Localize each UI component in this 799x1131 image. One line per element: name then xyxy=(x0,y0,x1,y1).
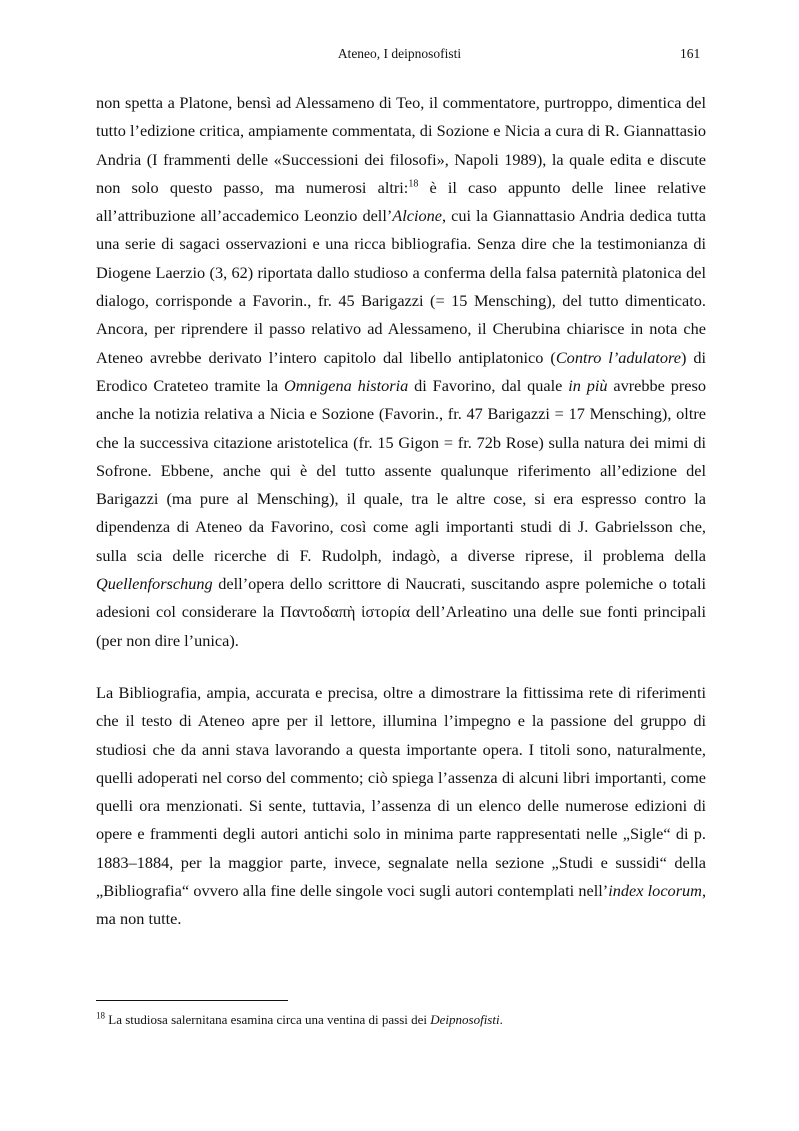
text-segment: ma non tutte. xyxy=(96,909,182,929)
text-segment: che la successiva citazione aristotelica (fr. 15 Gigon = fr. 72b Rose) sulla natura dei mimi di xyxy=(96,432,706,452)
text-segment: è il caso appunto delle linee relative xyxy=(418,177,707,197)
text-line xyxy=(96,89,706,117)
paragraph-1 xyxy=(96,89,706,655)
text-line xyxy=(96,117,706,145)
text-segment: sulla scia delle ricerche di F. Rudolph, indagò, a diverse riprese, il problema della xyxy=(96,545,706,565)
text-segment: studiosi che da anni stava lavorando a questa importante opera. I titoli sono, naturalmente, xyxy=(96,739,706,759)
text-segment: avrebbe preso xyxy=(607,375,706,395)
text-segment: tutto l’edizione critica, ampiamente commentata, di Sozione e Nicia a cura di R. Giannattasio xyxy=(96,121,706,141)
text-line xyxy=(96,372,706,400)
footnote-separator xyxy=(96,1000,288,1001)
text-line xyxy=(96,905,706,933)
text-segment: che il testo di Ateneo apre per il lettore, illumina l’impegno e la passione del gruppo di xyxy=(96,711,706,731)
text-line xyxy=(96,877,706,905)
paragraph-2 xyxy=(96,679,706,934)
text-segment: quelli adoperati nel corso del commento; ciò spiega l’assenza di alcuni libri importanti, come xyxy=(96,767,706,787)
text-segment: di Favorino, dal quale xyxy=(408,375,569,395)
text-line xyxy=(96,429,706,457)
text-line xyxy=(96,679,706,707)
text-line xyxy=(96,736,706,764)
text-segment: Diogene Laerzio (3, 62) riportata dallo studioso a conferma della falsa paternità platonica del xyxy=(96,262,706,282)
footnote-reference: 18 xyxy=(408,178,419,190)
text-segment: una serie di sagaci osservazioni e una ricca bibliografia. Senza dire che la testimonianza di xyxy=(96,234,706,254)
text-line xyxy=(96,287,706,315)
text-line xyxy=(96,849,706,877)
text-segment: non solo questo passo, ma numerosi altri: xyxy=(96,177,409,197)
page-number: 161 xyxy=(680,46,701,61)
text-line xyxy=(96,344,706,372)
text-line xyxy=(96,315,706,343)
text-line xyxy=(96,485,706,513)
text-line xyxy=(96,570,706,598)
italic-text: in più xyxy=(568,375,608,395)
text-segment: , xyxy=(701,881,707,901)
italic-text: Alcione xyxy=(392,206,443,226)
text-segment: dialogo, corrisponde a Favorin., fr. 45 Barigazzi (= 15 Mensching), del tutto dimenticato. xyxy=(96,291,706,311)
text-segment: (per non dire l’unica). xyxy=(96,630,239,650)
text-line xyxy=(96,174,706,202)
text-segment: Ancora, per riprendere il passo relativo ad Alessameno, il Cherubina chiarisce in nota che xyxy=(96,319,706,339)
text-segment: adesioni col considerare la xyxy=(96,602,281,622)
text-line xyxy=(96,764,706,792)
footnote-18 xyxy=(96,1012,503,1028)
italic-text: index locorum xyxy=(608,881,702,901)
text-segment: opere e frammenti degli autori antichi solo in minima parte rappresentati nelle „Sigle“ di p. xyxy=(96,824,706,844)
text-segment: , cui la Giannattasio Andria dedica tutta xyxy=(442,206,706,226)
text-segment: quelli ora menzionati. Si sente, tuttavia, l’assenza di un elenco delle numerose edizioni di xyxy=(96,796,706,816)
text-segment: Παντοδαπὴ ἱστορία xyxy=(280,602,410,622)
text-segment: dell’Arleatino una delle sue fonti principali xyxy=(410,602,707,622)
text-line xyxy=(96,513,706,541)
text-segment: Andria (I frammenti delle «Successioni dei filosofi», Napoli 1989), la quale edita e discute xyxy=(96,149,706,169)
text-segment: Ateneo avrebbe derivato l’intero capitolo dal libello antiplatonico ( xyxy=(96,347,556,367)
footnote-text: La studiosa salernitana esamina circa una ventina di passi dei xyxy=(105,1012,431,1027)
running-header-title: Ateneo, I deipnosofisti xyxy=(337,46,462,61)
text-segment: all’attribuzione all’accademico Leonzio dell’ xyxy=(96,206,393,226)
text-line xyxy=(96,457,706,485)
text-segment: Sofrone. Ebbene, anche qui è del tutto assente qualunque riferimento all’edizione del xyxy=(96,460,706,480)
text-line xyxy=(96,598,706,626)
text-line xyxy=(96,146,706,174)
text-segment: Erodico Crateteo tramite la xyxy=(96,375,284,395)
footnote-number: 18 xyxy=(96,1010,105,1021)
italic-text: Omnigena historia xyxy=(283,375,409,395)
text-segment: anche la notizia relativa a Nicia e Sozione (Favorin., fr. 47 Barigazzi = 17 Mensching), oltre xyxy=(96,404,706,424)
text-segment: dell’opera dello scrittore di Naucrati, suscitando aspre polemiche o totali xyxy=(212,574,706,594)
text-segment: „Bibliografia“ ovvero alla fine delle singole voci sugli autori contemplati nell’ xyxy=(96,881,609,901)
text-line xyxy=(96,707,706,735)
text-segment: 1883–1884, per la maggior parte, invece, segnalate nella sezione „Studi e sussidi“ della xyxy=(96,852,706,872)
footnote-text-end: . xyxy=(499,1012,503,1027)
text-segment: Barigazzi (ma pure al Mensching), il quale, tra le altre cose, si era espresso contro la xyxy=(96,489,706,509)
text-line xyxy=(96,230,706,258)
text-segment: La Bibliografia, ampia, accurata e precisa, oltre a dimostrare la fittissima rete di riferimenti xyxy=(96,683,706,702)
text-segment: ) di xyxy=(680,347,707,367)
text-line xyxy=(96,400,706,428)
italic-text: Quellenforschung xyxy=(96,574,213,594)
text-line xyxy=(96,792,706,820)
footnote-italic-title: Deipnosofisti xyxy=(430,1012,500,1027)
italic-text: Contro l’adulatore xyxy=(555,347,681,367)
text-segment: dipendenza di Ateneo da Favorino, così come agli importanti studi di J. Gabrielsson che, xyxy=(96,517,706,537)
text-line xyxy=(96,627,706,655)
text-segment: non spetta a Platone, bensì ad Alessameno di Teo, il commentatore, purtroppo, dimentica del xyxy=(96,93,706,112)
text-line xyxy=(96,542,706,570)
text-line xyxy=(96,820,706,848)
text-line xyxy=(96,259,706,287)
text-line xyxy=(96,202,706,230)
